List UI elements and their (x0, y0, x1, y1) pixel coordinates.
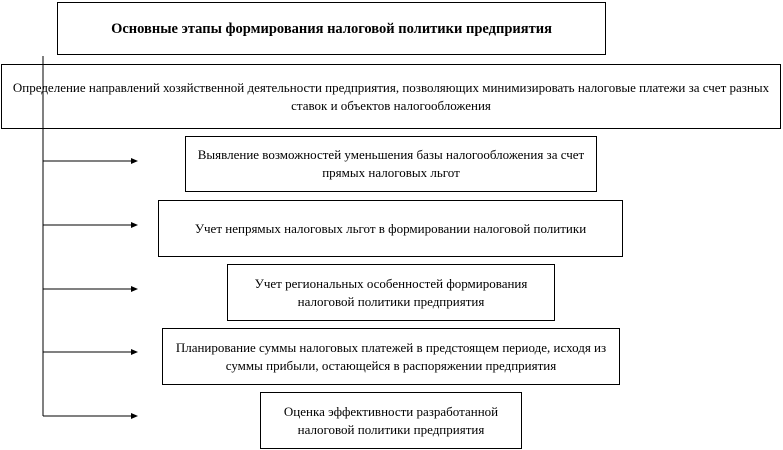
arrow-step-3 (43, 222, 138, 228)
arrow-step-5 (43, 349, 138, 355)
arrow-step-2 (43, 158, 138, 164)
step-box-2: Выявление возможностей уменьшения базы налогообложения за счет прямых налоговых льгот (185, 136, 597, 192)
step-box-4: Учет региональных особенностей формирования налоговой политики предприятия (227, 264, 555, 321)
step-box-1: Определение направлений хозяйственной деятельности предприятия, позволяющих минимизировать налоговые платежи за счет разных ставок и объектов налогообложения (1, 64, 781, 129)
step-box-3: Учет непрямых налоговых льгот в формировании налоговой политики (158, 200, 623, 257)
diagram-title: Основные этапы формирования налоговой политики предприятия (57, 2, 606, 55)
step-box-5: Планирование суммы налоговых платежей в предстоящем периоде, исходя из суммы прибыли, остающейся в распоряжении предприятия (162, 328, 620, 385)
arrow-step-6 (43, 413, 138, 419)
arrow-step-4 (43, 286, 138, 292)
step-box-6: Оценка эффективности разработанной налоговой политики предприятия (260, 392, 522, 449)
